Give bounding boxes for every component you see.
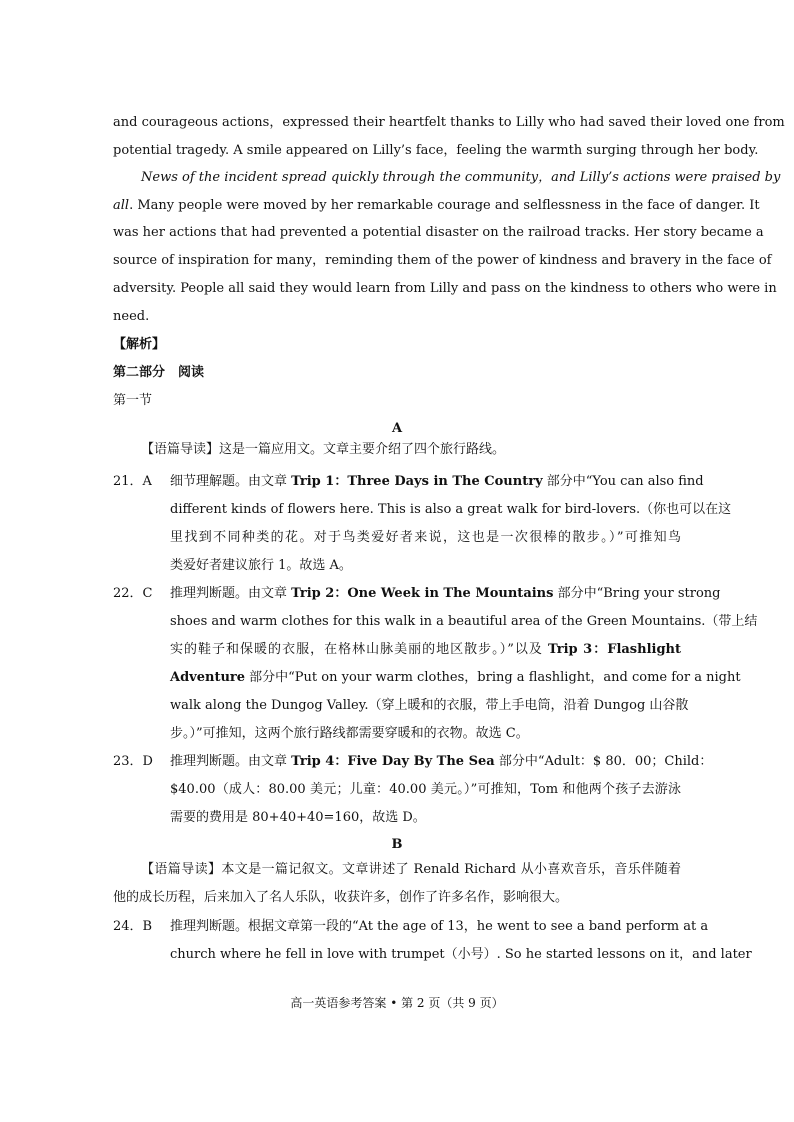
- section-part2: 第二部分 阅读: [113, 365, 205, 380]
- q21-line1-post: 部分中“You can also find: [542, 474, 704, 489]
- para2-line4: source of inspiration for many，reminding them of the power of kindness and bravery in the face of: [113, 253, 772, 268]
- passage-a-guide-text: 这是一篇应用文。文章主要介绍了四个旅行路线。: [219, 442, 506, 457]
- passage-a-guide: [141, 440, 505, 460]
- q23-line1-post: 部分中“Adult：$ 80．00；Child：: [494, 754, 713, 769]
- passage-b-guide-line1: [141, 860, 681, 880]
- q22-line3: [170, 640, 681, 660]
- q23-line1: [170, 752, 713, 772]
- passage-a-guide-label: 【语篇导读】: [141, 442, 220, 457]
- para2-line2-rest: . Many people were moved by her remarkable courage and selflessness in the face of danger. It: [129, 198, 760, 213]
- q23-trip-title: Trip 4：Five Day By The Sea: [291, 754, 495, 769]
- q21-line1-pre: 细节理解题。由文章: [170, 474, 292, 489]
- para2-line5: adversity. People all said they would learn from Lilly and pass on the kindness to others who were in: [113, 281, 777, 296]
- q22-line1: [170, 584, 721, 604]
- q22-trip3-title: Trip 3：Flashlight: [548, 642, 682, 657]
- para2-line6: need.: [113, 309, 150, 324]
- q22-trip3-title-cont: Adventure: [170, 670, 246, 685]
- q24-number: 24．B: [113, 919, 153, 934]
- para2-italic-end: all: [113, 198, 130, 213]
- q23-number: 23．D: [113, 754, 153, 769]
- para2-line2: [113, 196, 760, 216]
- q21-line2: different kinds of flowers here. This is also a great walk for bird-lovers.（你也可以在这: [170, 502, 732, 517]
- q22-number: 22．C: [113, 586, 153, 601]
- passage-b-letter: B: [391, 837, 403, 852]
- q22-line3-pre: 实的鞋子和保暖的衣服，在格林山脉美丽的地区散步。）”以及: [170, 642, 549, 657]
- para2-italic-lead: News of the incident spread quickly through the community，and Lilly’s actions were praised by: [141, 170, 781, 185]
- q22-line5: walk along the Dungog Valley.（穿上暖和的衣服，带上手电筒，沿着 Dungog 山谷散: [170, 698, 689, 713]
- q22-line6: 步。）”可推知，这两个旅行路线都需要穿暖和的衣物。故选 C。: [170, 726, 529, 741]
- q22-line4: [170, 668, 741, 688]
- page-footer: 高一英语参考答案 • 第 2 页（共 9 页）: [290, 996, 504, 1010]
- q23-line2: $40.00（成人：80.00 美元；儿童：40.00 美元。）”可推知，Tom 和他两个孩子去游泳: [170, 782, 681, 797]
- passage-b-guide-text: 本文是一篇记叙文。文章讲述了 Renald Richard 从小喜欢音乐，音乐伴随着: [221, 862, 681, 877]
- passage-b-guide-line2: 他的成长历程，后来加入了名人乐队，收获许多，创作了许多名作，影响很大。: [113, 890, 569, 905]
- q22-trip-title: Trip 2：One Week in The Mountains: [291, 586, 554, 601]
- passage-a-letter: A: [391, 421, 403, 436]
- para2-line3: was her actions that had prevented a potential disaster on the railroad tracks. Her story became a: [113, 225, 764, 240]
- q23-line3: 需要的费用是 80+40+40=160，故选 D。: [170, 810, 426, 825]
- q21-line4: 类爱好者建议旅行 1。故选 A。: [170, 558, 352, 573]
- q21-number: 21．A: [113, 474, 152, 489]
- q22-line1-post: 部分中“Bring your strong: [553, 586, 721, 601]
- q22-line1-pre: 推理判断题。由文章: [170, 586, 292, 601]
- q24-line1: 推理判断题。根据文章第一段的“At the age of 13，he went to see a band perform at a: [170, 919, 709, 934]
- q21-line1: [170, 472, 704, 492]
- q23-line1-pre: 推理判断题。由文章: [170, 754, 292, 769]
- q21-line3: 里找到不同种类的花。对于鸟类爱好者来说，这也是一次很棒的散步。）”可推知鸟: [170, 530, 681, 545]
- para2-line1: [141, 168, 781, 188]
- q21-trip-title: Trip 1：Three Days in The Country: [291, 474, 543, 489]
- passage-b-guide-label: 【语篇导读】: [141, 862, 222, 877]
- q24-line2: church where he fell in love with trumpet（小号）. So he started lessons on it，and later: [170, 947, 752, 962]
- q22-line4-post: 部分中“Put on your warm clothes，bring a flashlight，and come for a night: [245, 670, 741, 685]
- section-jiexi: 【解析】: [113, 337, 166, 352]
- q22-line2: shoes and warm clothes for this walk in a beautiful area of the Green Mountains.（带上结: [170, 614, 758, 629]
- para1-line1: and courageous actions，expressed their heartfelt thanks to Lilly who had saved their loved one from: [113, 115, 785, 130]
- section-jie1: 第一节: [113, 393, 153, 408]
- para1-line2: potential tragedy. A smile appeared on Lilly’s face，feeling the warmth surging through her body.: [113, 143, 759, 158]
